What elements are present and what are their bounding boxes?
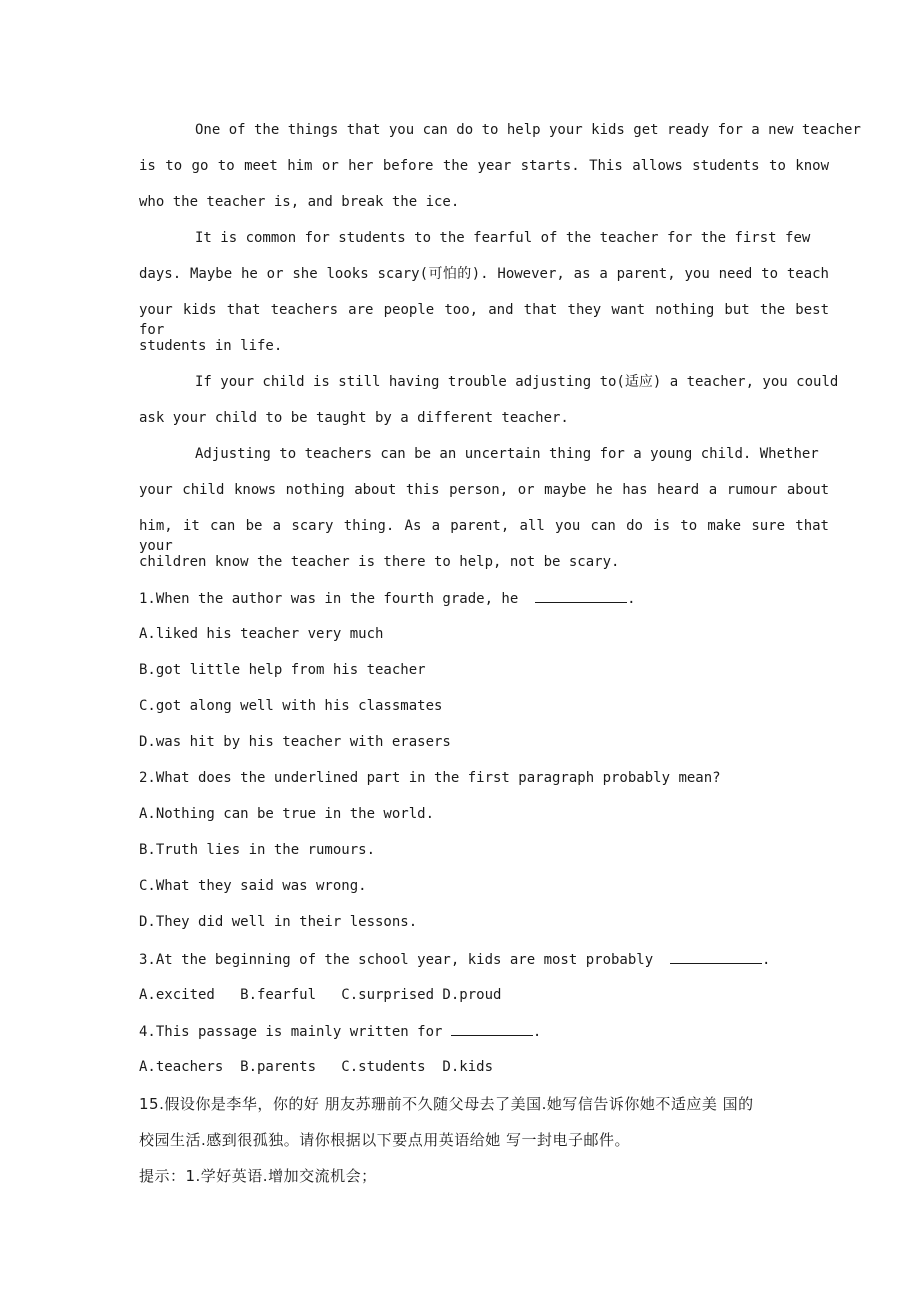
question-1-option-c: C.got along well with his classmates bbox=[139, 698, 443, 714]
passage-p3-line1: If your child is still having trouble adjusting to(适应) a teacher, you could bbox=[195, 374, 839, 390]
passage-p4-line2: your child knows nothing about this person, or maybe he has heard a rumour about bbox=[139, 482, 829, 498]
question-3-text: 3.At the beginning of the school year, kids are most probably bbox=[139, 952, 654, 968]
passage-p1-line1: One of the things that you can do to help your kids get ready for a new teacher bbox=[195, 122, 861, 138]
writing-task-line2: 校园生活.感到很孤独。请你根据以下要点用英语给她 写一封电子邮件。 bbox=[139, 1131, 631, 1149]
question-1-option-a: A.liked his teacher very much bbox=[139, 626, 384, 642]
passage-p4-line1: Adjusting to teachers can be an uncertain thing for a young child. Whether bbox=[195, 446, 819, 462]
passage-p4-line4: children know the teacher is there to help, not be scary. bbox=[139, 554, 620, 570]
question-1-text: 1.When the author was in the fourth grade, he bbox=[139, 591, 519, 607]
passage-p4-line3: him, it can be a scary thing. As a parent, all you can do is to make sure that your bbox=[139, 518, 829, 554]
question-2-stem: 2.What does the underlined part in the first paragraph probably mean? bbox=[139, 770, 721, 786]
question-4-stem bbox=[139, 1021, 829, 1042]
writing-task-hint: 提示：1.学好英语.增加交流机会； bbox=[139, 1167, 377, 1185]
question-1-option-b: B.got little help from his teacher bbox=[139, 662, 426, 678]
question-3-stem bbox=[139, 949, 829, 970]
question-4-end: . bbox=[532, 1024, 542, 1040]
question-1-option-d: D.was hit by his teacher with erasers bbox=[139, 734, 451, 750]
question-3-options: A.excited B.fearful C.surprised D.proud bbox=[139, 987, 502, 1003]
question-3-end: . bbox=[762, 952, 771, 968]
passage-p1-line2: is to go to meet him or her before the year starts. This allows students to know bbox=[139, 158, 829, 174]
passage-p2-line2: days. Maybe he or she looks scary(可怕的). However, as a parent, you need to teach bbox=[139, 266, 829, 282]
writing-task-line1: 15.假设你是李华，你的好 朋友苏珊前不久随父母去了美国.她写信告诉你她不适应美 国的 bbox=[139, 1095, 754, 1113]
question-2-option-b: B.Truth lies in the rumours. bbox=[139, 842, 376, 858]
passage-p3-line2: ask your child to be taught by a different teacher. bbox=[139, 410, 569, 426]
question-2-option-a: A.Nothing can be true in the world. bbox=[139, 806, 435, 822]
passage-p1-line3: who the teacher is, and break the ice. bbox=[139, 194, 460, 210]
answer-blank bbox=[535, 588, 627, 603]
question-2-option-d: D.They did well in their lessons. bbox=[139, 914, 418, 930]
answer-blank bbox=[670, 949, 762, 964]
question-1-stem bbox=[139, 588, 829, 609]
passage-p2-line1: It is common for students to the fearful of the teacher for the first few bbox=[195, 230, 811, 246]
answer-blank bbox=[451, 1021, 533, 1036]
question-2-option-c: C.What they said was wrong. bbox=[139, 878, 367, 894]
passage-p2-line4: students in life. bbox=[139, 338, 283, 354]
question-4-options: A.teachers B.parents C.students D.kids bbox=[139, 1059, 494, 1075]
question-1-end: . bbox=[627, 591, 636, 607]
passage-p2-line3: your kids that teachers are people too, and that they want nothing but the best for bbox=[139, 302, 829, 338]
question-4-text: 4.This passage is mainly written for bbox=[139, 1024, 443, 1040]
